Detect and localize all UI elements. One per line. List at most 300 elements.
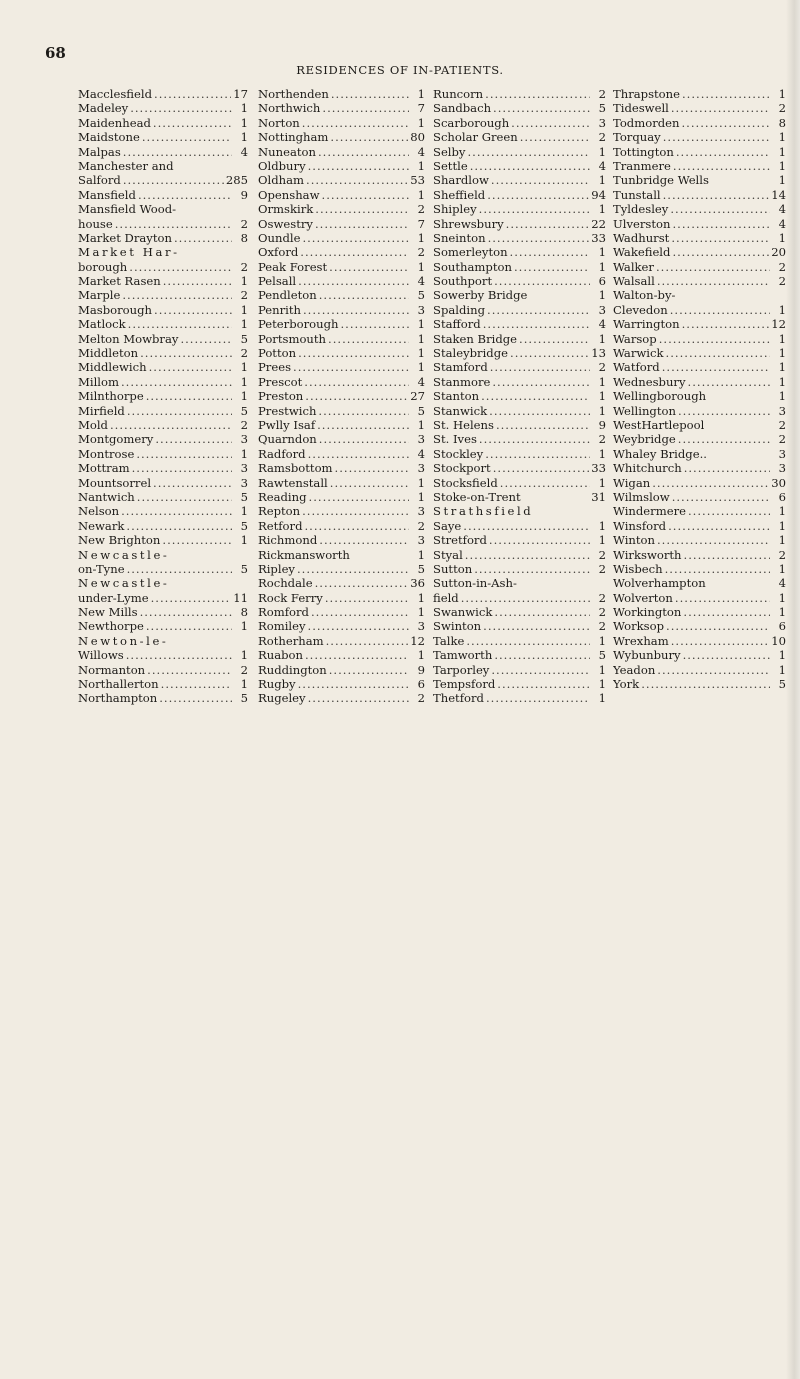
patient-count: 1 bbox=[240, 374, 248, 389]
dot-leader bbox=[511, 116, 590, 130]
dot-leader bbox=[153, 476, 232, 490]
dot-leader bbox=[306, 173, 408, 187]
dot-leader bbox=[662, 360, 770, 374]
residence-entry bbox=[433, 389, 606, 403]
place-name: Southampton bbox=[433, 259, 512, 274]
residence-entry bbox=[78, 663, 248, 677]
place-name: Sandbach bbox=[433, 101, 492, 116]
dot-leader bbox=[688, 504, 770, 518]
residence-entry bbox=[78, 217, 248, 231]
dot-leader bbox=[170, 634, 232, 648]
patient-count: 1 bbox=[598, 662, 606, 677]
patient-count: 22 bbox=[591, 216, 606, 231]
place-name: Tamworth bbox=[433, 648, 493, 663]
place-name: Rawtenstall bbox=[258, 475, 328, 490]
place-name: Warrington bbox=[613, 317, 680, 332]
patient-count: 9 bbox=[598, 417, 606, 432]
residence-entry bbox=[613, 288, 786, 302]
place-name: borough bbox=[78, 259, 128, 274]
dot-leader bbox=[682, 116, 771, 130]
dot-leader bbox=[328, 332, 409, 346]
dot-leader bbox=[330, 476, 409, 490]
patient-count: 2 bbox=[598, 360, 606, 375]
place-name: Sheffield bbox=[433, 187, 486, 202]
residence-entry bbox=[258, 188, 425, 202]
residence-entry bbox=[613, 87, 786, 101]
patient-count: 1 bbox=[417, 230, 425, 245]
patient-count: 27 bbox=[410, 389, 425, 404]
patient-count: 4 bbox=[778, 576, 786, 591]
place-name: Tideswell bbox=[613, 101, 669, 116]
dot-leader bbox=[315, 576, 409, 590]
dot-leader bbox=[146, 619, 232, 633]
dot-leader bbox=[711, 173, 770, 187]
dot-leader bbox=[682, 317, 770, 331]
residence-entry bbox=[258, 605, 425, 619]
place-name: Workington bbox=[613, 605, 682, 620]
place-name: Market Drayton bbox=[78, 230, 172, 245]
residence-entry bbox=[433, 217, 606, 231]
patient-count: 17 bbox=[233, 87, 248, 101]
patient-count: 1 bbox=[778, 302, 786, 317]
residence-entry bbox=[78, 504, 248, 518]
place-name: Tunbridge Wells bbox=[613, 173, 709, 188]
dot-leader bbox=[146, 389, 232, 403]
patient-count: 4 bbox=[778, 216, 786, 231]
residence-entry bbox=[613, 576, 786, 590]
dot-leader bbox=[520, 130, 590, 144]
place-name: Tunstall bbox=[613, 187, 661, 202]
dot-leader bbox=[485, 447, 590, 461]
dot-leader bbox=[318, 145, 409, 159]
dot-leader bbox=[671, 231, 770, 245]
patient-count: 1 bbox=[598, 403, 606, 418]
place-name: Stockley bbox=[433, 446, 484, 461]
residence-entry bbox=[258, 231, 425, 245]
dot-leader bbox=[115, 217, 232, 231]
patient-count: 4 bbox=[417, 446, 425, 461]
residence-entry bbox=[433, 332, 606, 346]
dot-leader bbox=[672, 490, 770, 504]
patient-count: 3 bbox=[778, 461, 786, 476]
dot-leader bbox=[293, 360, 409, 374]
patient-count: 12 bbox=[410, 633, 425, 648]
residence-entry bbox=[433, 418, 606, 432]
patient-count: 1 bbox=[417, 158, 425, 173]
residence-entry bbox=[258, 562, 425, 576]
patient-count: 1 bbox=[778, 504, 786, 519]
patient-count: 33 bbox=[591, 461, 606, 476]
residence-entry bbox=[78, 245, 248, 259]
dot-leader bbox=[668, 519, 770, 533]
patient-count: 5 bbox=[240, 518, 248, 533]
patient-count bbox=[234, 159, 248, 173]
residence-entry bbox=[258, 101, 425, 115]
residence-entry bbox=[613, 476, 786, 490]
place-name: Ripley bbox=[258, 561, 295, 576]
residence-entry bbox=[433, 130, 606, 144]
residence-entry bbox=[613, 360, 786, 374]
dot-leader bbox=[490, 360, 590, 374]
residence-entry bbox=[433, 188, 606, 202]
patient-count: 1 bbox=[417, 590, 425, 605]
place-name: Wakefield bbox=[613, 245, 671, 260]
place-name: Runcorn bbox=[433, 87, 484, 101]
residence-entry bbox=[78, 317, 248, 331]
residence-entry bbox=[433, 648, 606, 662]
place-name: Penrith bbox=[258, 302, 301, 317]
residence-entry bbox=[78, 159, 248, 173]
patient-count: 5 bbox=[240, 331, 248, 346]
place-name: under-Lyme bbox=[78, 590, 149, 605]
dot-leader bbox=[319, 288, 409, 302]
dot-leader bbox=[682, 87, 770, 101]
dot-leader bbox=[677, 288, 770, 302]
dot-leader bbox=[326, 634, 409, 648]
place-name: Ruabon bbox=[258, 648, 303, 663]
residence-entry bbox=[258, 303, 425, 317]
patient-count: 30 bbox=[771, 475, 786, 490]
patient-count: 1 bbox=[598, 173, 606, 188]
place-name: Sutton-in-Ash- bbox=[433, 576, 517, 591]
place-name: Scholar Green bbox=[433, 130, 518, 145]
running-head: RESIDENCES OF IN-PATIENTS. bbox=[296, 63, 504, 77]
residence-entry bbox=[613, 346, 786, 360]
patient-count bbox=[234, 576, 248, 590]
place-name: Malpas bbox=[78, 144, 121, 159]
patient-count: 3 bbox=[240, 475, 248, 490]
residence-entry bbox=[258, 490, 425, 504]
place-name: Talke bbox=[433, 633, 465, 648]
dot-leader bbox=[652, 476, 769, 490]
residence-entry bbox=[613, 663, 786, 677]
patient-count: 2 bbox=[240, 662, 248, 677]
place-name: Thetford bbox=[433, 691, 484, 706]
page-number: 68 bbox=[45, 44, 66, 62]
place-name: New Brighton bbox=[78, 533, 161, 548]
patient-count: 2 bbox=[417, 518, 425, 533]
patient-count: 1 bbox=[417, 605, 425, 620]
place-name: Warsop bbox=[613, 331, 657, 346]
place-name: Walker bbox=[613, 259, 654, 274]
dot-leader bbox=[331, 87, 409, 101]
dot-leader bbox=[678, 432, 770, 446]
dot-leader bbox=[519, 332, 590, 346]
residence-entry bbox=[613, 303, 786, 317]
patient-count: 1 bbox=[417, 259, 425, 274]
patient-count: 1 bbox=[240, 446, 248, 461]
residence-entry bbox=[613, 591, 786, 605]
residence-entry bbox=[613, 634, 786, 648]
place-name: Winsford bbox=[613, 518, 667, 533]
dot-leader bbox=[298, 346, 409, 360]
place-name: Saye bbox=[433, 518, 462, 533]
patient-count: 7 bbox=[417, 216, 425, 231]
patient-count: 1 bbox=[240, 101, 248, 116]
dot-leader bbox=[147, 663, 232, 677]
place-name: Ruddington bbox=[258, 662, 327, 677]
dot-leader bbox=[491, 173, 590, 187]
place-name: Windermere bbox=[613, 504, 686, 519]
patient-count: 20 bbox=[771, 245, 786, 260]
patient-count: 3 bbox=[240, 432, 248, 447]
dot-leader bbox=[706, 418, 770, 432]
dot-leader bbox=[122, 288, 232, 302]
place-name: Maidstone bbox=[78, 130, 140, 145]
place-name: Wigan bbox=[613, 475, 651, 490]
residence-entry bbox=[433, 202, 606, 216]
place-name: Nantwich bbox=[78, 489, 135, 504]
dot-leader bbox=[138, 188, 232, 202]
residence-entry bbox=[613, 605, 786, 619]
dot-leader bbox=[315, 217, 409, 231]
dot-leader bbox=[298, 677, 409, 691]
residence-entry bbox=[78, 303, 248, 317]
residence-column-1 bbox=[78, 87, 248, 706]
dot-leader bbox=[174, 231, 232, 245]
patient-count: 4 bbox=[417, 374, 425, 389]
patient-count: 10 bbox=[771, 633, 786, 648]
residence-entry bbox=[613, 418, 786, 432]
place-name: Wilmslow bbox=[613, 489, 670, 504]
dot-leader bbox=[309, 490, 409, 504]
dot-leader bbox=[325, 591, 409, 605]
patient-count: 2 bbox=[778, 417, 786, 432]
patient-count: 5 bbox=[240, 691, 248, 706]
residence-entry bbox=[258, 591, 425, 605]
residence-entry bbox=[258, 461, 425, 475]
place-name: Potton bbox=[258, 346, 297, 361]
place-name: Stanmore bbox=[433, 374, 491, 389]
residence-entry bbox=[433, 375, 606, 389]
residence-entry bbox=[258, 360, 425, 374]
place-name: Preston bbox=[258, 389, 304, 404]
dot-leader bbox=[352, 548, 409, 562]
residence-entry bbox=[433, 691, 606, 705]
place-name: Mirfield bbox=[78, 403, 125, 418]
place-name: Mottram bbox=[78, 461, 130, 476]
place-name: Prestwich bbox=[258, 403, 317, 418]
residence-entry bbox=[78, 360, 248, 374]
patient-count: 3 bbox=[240, 461, 248, 476]
residence-entry bbox=[78, 490, 248, 504]
patient-count: 7 bbox=[417, 101, 425, 116]
residence-entry bbox=[78, 548, 248, 562]
patient-count: 1 bbox=[778, 158, 786, 173]
dot-leader bbox=[510, 346, 589, 360]
place-name: Scarborough bbox=[433, 115, 510, 130]
residence-entry bbox=[78, 533, 248, 547]
place-name: Pwlly Isaf bbox=[258, 417, 316, 432]
residence-entry bbox=[433, 173, 606, 187]
place-name: Whaley Bridge.. bbox=[613, 446, 707, 461]
patient-count bbox=[234, 202, 248, 216]
dot-leader bbox=[140, 605, 232, 619]
residence-entry bbox=[258, 159, 425, 173]
place-name: field bbox=[433, 590, 459, 605]
place-name: Tranmere bbox=[613, 158, 671, 173]
patient-count: 8 bbox=[778, 115, 786, 130]
dot-leader bbox=[510, 245, 590, 259]
dot-leader bbox=[641, 677, 770, 691]
patient-count: 2 bbox=[778, 259, 786, 274]
patient-count: 3 bbox=[417, 533, 425, 548]
patient-count: 6 bbox=[417, 677, 425, 692]
patient-count: 5 bbox=[598, 101, 606, 116]
dot-leader bbox=[142, 130, 232, 144]
dot-leader bbox=[126, 519, 232, 533]
place-name: Portsmouth bbox=[258, 331, 327, 346]
residence-entry bbox=[78, 447, 248, 461]
residence-entry bbox=[613, 389, 786, 403]
dot-leader bbox=[322, 188, 409, 202]
residence-entry bbox=[258, 519, 425, 533]
patient-count: 1 bbox=[598, 144, 606, 159]
patient-count: 1 bbox=[417, 648, 425, 663]
patient-count: 1 bbox=[240, 619, 248, 634]
place-name: Northampton bbox=[78, 691, 158, 706]
place-name: Montrose bbox=[78, 446, 135, 461]
place-name: Mold bbox=[78, 417, 108, 432]
residence-entry bbox=[433, 145, 606, 159]
residence-entry bbox=[258, 116, 425, 130]
residence-entry bbox=[433, 576, 606, 590]
patient-count: 1 bbox=[778, 360, 786, 375]
patient-count: 2 bbox=[598, 590, 606, 605]
residence-entry bbox=[258, 619, 425, 633]
patient-count: 1 bbox=[598, 533, 606, 548]
patient-count: 3 bbox=[417, 619, 425, 634]
residence-entry bbox=[433, 87, 606, 101]
residence-entry bbox=[613, 159, 786, 173]
patient-count: 1 bbox=[598, 259, 606, 274]
place-name: Styal bbox=[433, 547, 463, 562]
place-name: St. Helens bbox=[433, 417, 494, 432]
patient-count: 6 bbox=[778, 489, 786, 504]
patient-count: 1 bbox=[417, 331, 425, 346]
place-name: Prescot bbox=[258, 374, 303, 389]
residence-entry bbox=[613, 173, 786, 187]
place-name: Wrexham bbox=[613, 633, 669, 648]
dot-leader bbox=[308, 159, 409, 173]
residence-entry bbox=[258, 145, 425, 159]
residence-entry bbox=[258, 691, 425, 705]
residence-entry bbox=[78, 173, 248, 187]
dot-leader bbox=[317, 418, 409, 432]
place-name: Willows bbox=[78, 648, 124, 663]
dot-leader bbox=[657, 663, 770, 677]
residence-entry bbox=[258, 288, 425, 302]
patient-count: 1 bbox=[778, 389, 786, 404]
place-name: Tottington bbox=[613, 144, 674, 159]
dot-leader bbox=[678, 404, 770, 418]
residence-entry bbox=[433, 245, 606, 259]
patient-count: 1 bbox=[598, 691, 606, 706]
place-name: Weybridge bbox=[613, 432, 676, 447]
patient-count: 1 bbox=[778, 605, 786, 620]
residence-entry bbox=[78, 432, 248, 446]
place-name: Middlewich bbox=[78, 360, 147, 375]
place-name: Rugby bbox=[258, 677, 296, 692]
dot-leader bbox=[671, 101, 770, 115]
residence-entry bbox=[258, 533, 425, 547]
patient-count: 12 bbox=[771, 317, 786, 332]
place-name: Rotherham bbox=[258, 633, 324, 648]
patient-count: 1 bbox=[417, 417, 425, 432]
residence-entry bbox=[433, 634, 606, 648]
residence-entry bbox=[78, 130, 248, 144]
dot-leader bbox=[329, 663, 409, 677]
residence-entry bbox=[613, 677, 786, 691]
residence-entry bbox=[258, 576, 425, 590]
page-edge-shadow bbox=[786, 0, 800, 1379]
place-name: Yeadon bbox=[613, 662, 656, 677]
patient-count bbox=[772, 288, 786, 302]
dot-leader bbox=[489, 404, 590, 418]
place-name: York bbox=[613, 677, 640, 692]
patient-count: 33 bbox=[591, 230, 606, 245]
residence-entry bbox=[613, 519, 786, 533]
patient-count: 1 bbox=[598, 389, 606, 404]
residence-entry bbox=[613, 548, 786, 562]
dot-leader bbox=[304, 519, 409, 533]
dot-leader bbox=[709, 447, 770, 461]
residence-entry bbox=[433, 591, 606, 605]
dot-leader bbox=[670, 202, 770, 216]
residence-entry bbox=[78, 562, 248, 576]
place-name: Wolverhampton bbox=[613, 576, 706, 591]
place-name: Masborough bbox=[78, 302, 153, 317]
patient-count: 11 bbox=[233, 590, 248, 605]
residence-entry bbox=[433, 101, 606, 115]
patient-count: 8 bbox=[240, 605, 248, 620]
place-name: Worksop bbox=[613, 619, 665, 634]
patient-count bbox=[234, 245, 248, 259]
dot-leader bbox=[670, 303, 770, 317]
patient-count: 3 bbox=[417, 504, 425, 519]
dot-leader bbox=[497, 677, 590, 691]
patient-count: 1 bbox=[598, 288, 606, 303]
patient-count: 3 bbox=[598, 302, 606, 317]
patient-count: 2 bbox=[240, 346, 248, 361]
patient-count: 5 bbox=[778, 677, 786, 692]
residence-entry bbox=[258, 404, 425, 418]
patient-count: 1 bbox=[417, 115, 425, 130]
patient-count: 1 bbox=[778, 331, 786, 346]
dot-leader bbox=[140, 346, 232, 360]
residence-entry bbox=[433, 519, 606, 533]
dot-leader bbox=[149, 360, 232, 374]
patient-count: 1 bbox=[240, 115, 248, 130]
dot-leader bbox=[123, 145, 232, 159]
patient-count: 1 bbox=[778, 173, 786, 188]
place-name: Oundle bbox=[258, 230, 301, 245]
residence-entry bbox=[258, 447, 425, 461]
dot-leader bbox=[673, 217, 771, 231]
residence-entry bbox=[433, 159, 606, 173]
place-name: Rugeley bbox=[258, 691, 306, 706]
residence-entry bbox=[433, 317, 606, 331]
residence-entry bbox=[613, 619, 786, 633]
patient-count: 1 bbox=[598, 677, 606, 692]
place-name: Newton-le- bbox=[78, 633, 169, 648]
place-name: Walsall bbox=[613, 274, 655, 289]
place-name: Melton Mowbray bbox=[78, 331, 179, 346]
patient-count: 5 bbox=[240, 403, 248, 418]
dot-leader bbox=[673, 159, 770, 173]
residence-entry bbox=[258, 173, 425, 187]
patient-count: 1 bbox=[417, 187, 425, 202]
